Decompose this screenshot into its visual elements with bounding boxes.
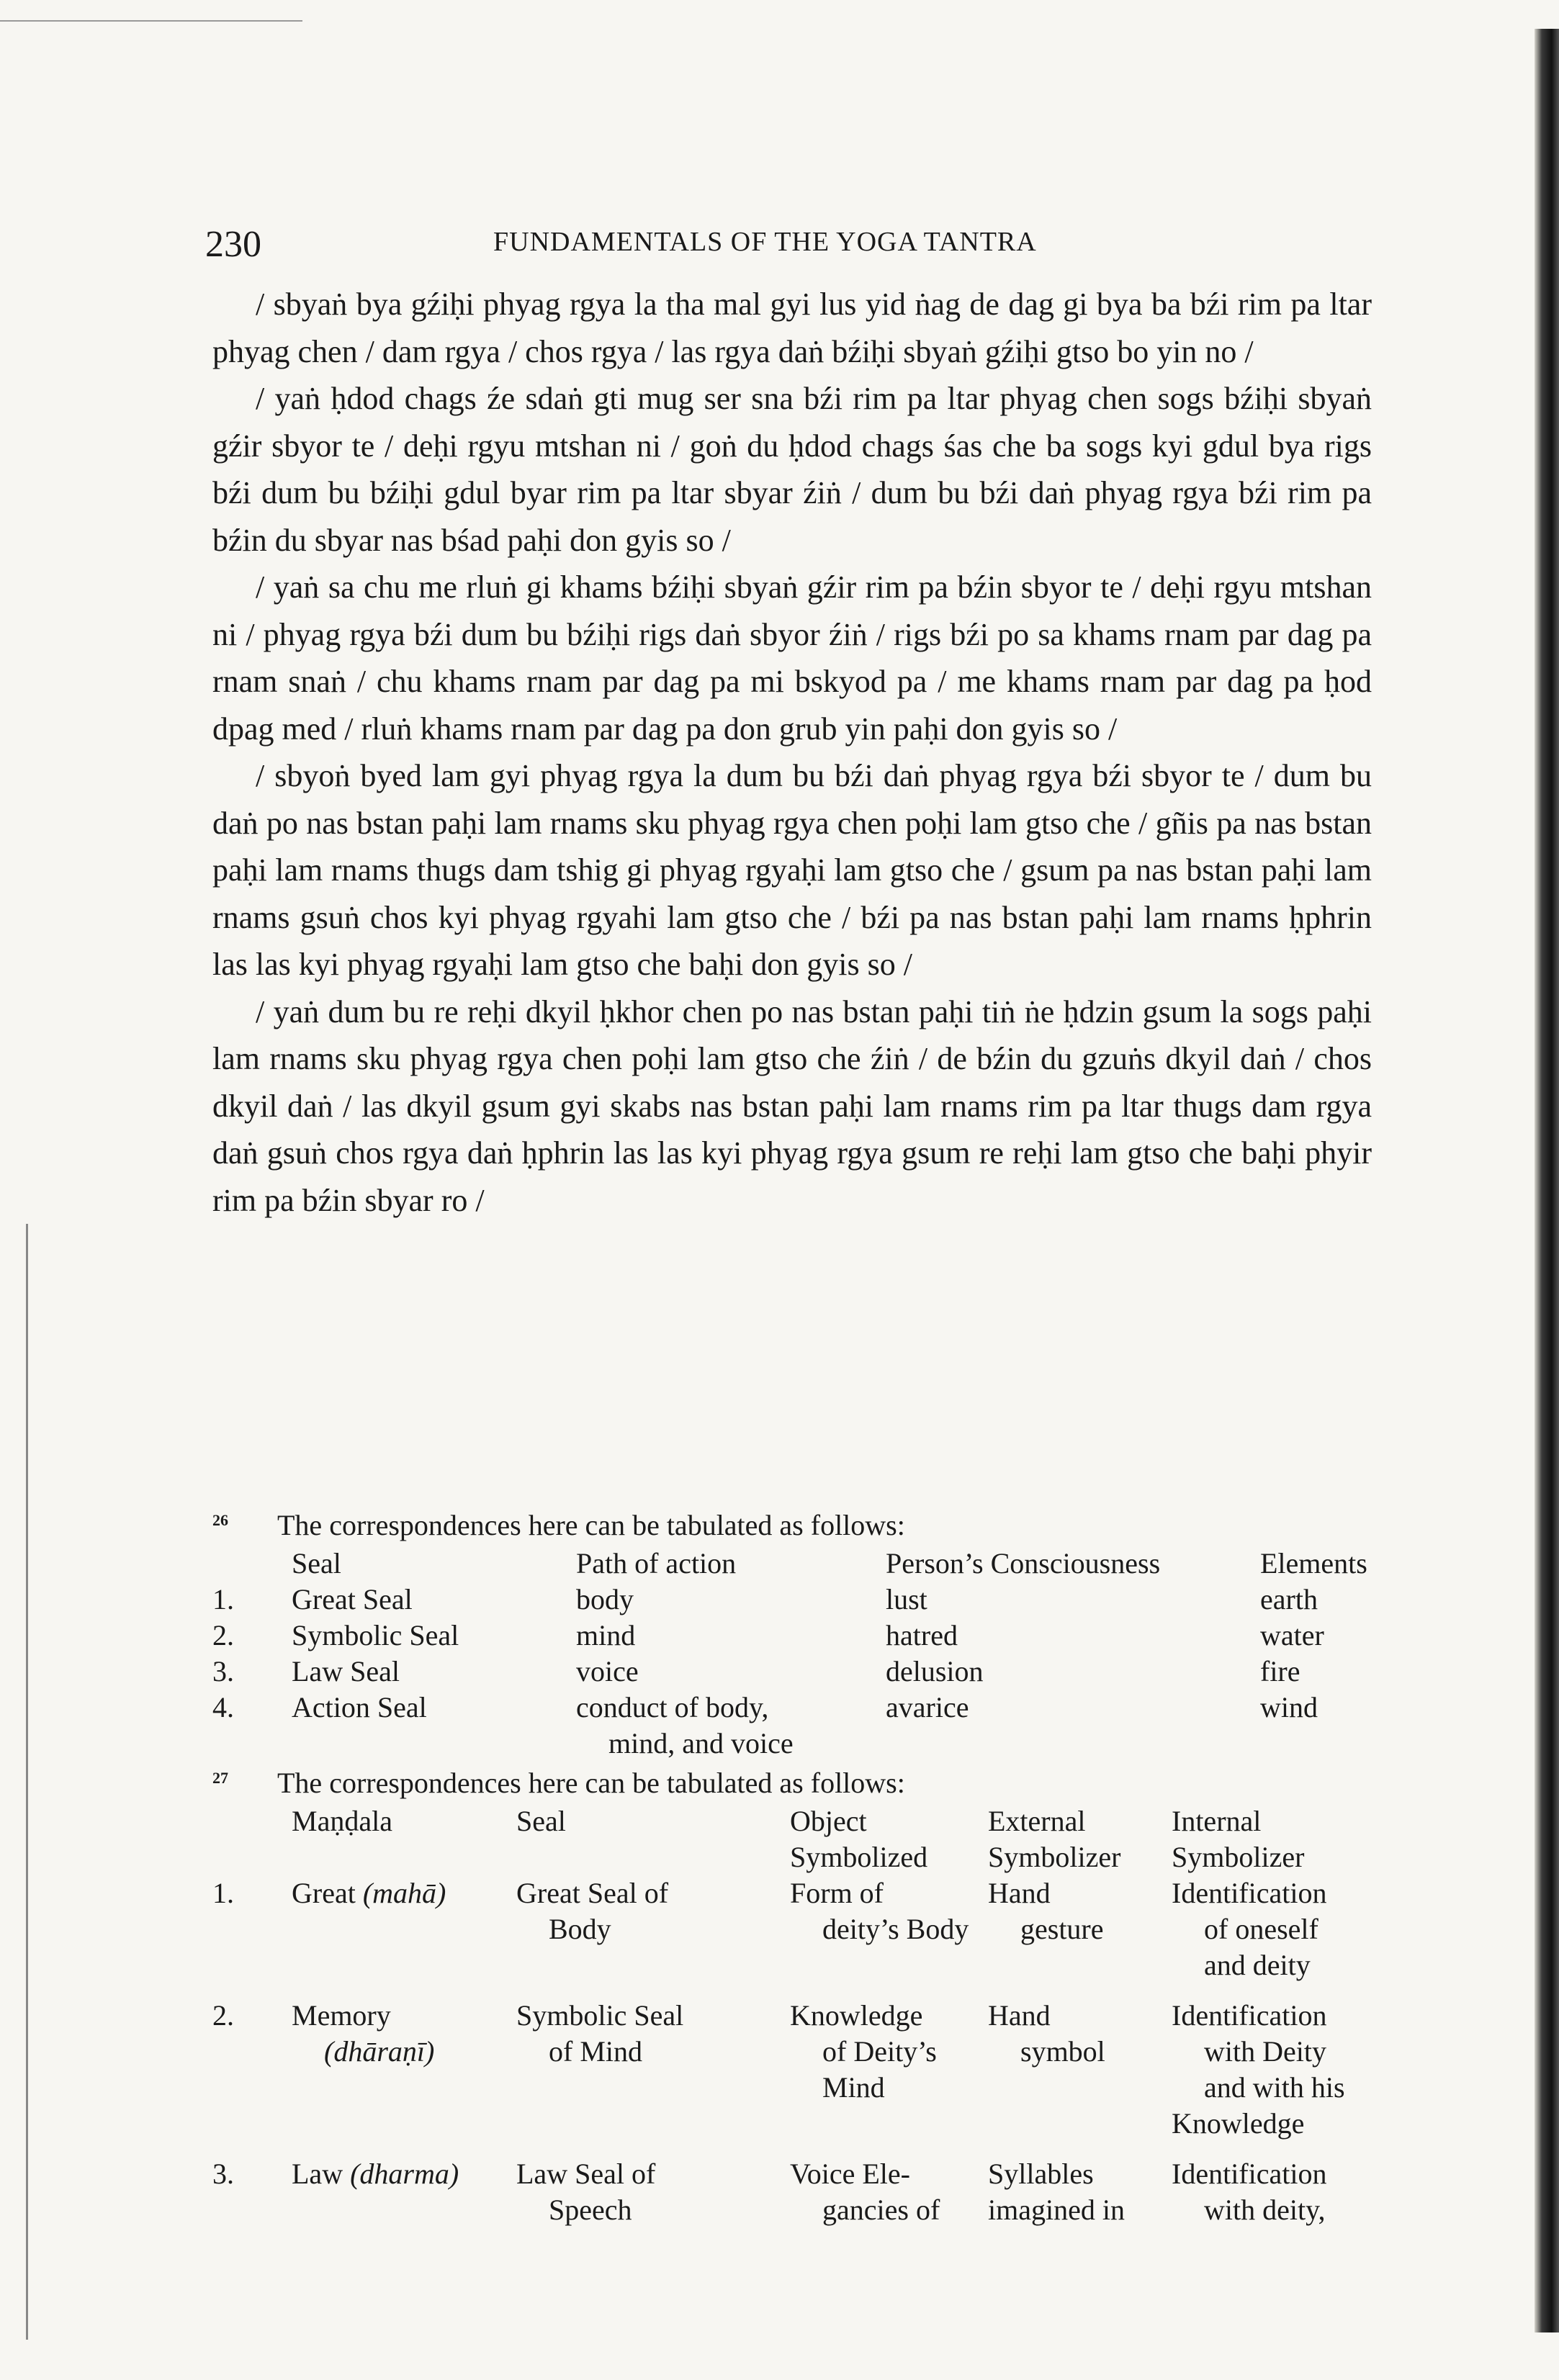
table-row: 3. Law (dharma) Law Seal of Speech Voice Ele- gancies of Syllables imagined in Identification with deity, xyxy=(212,2158,1327,2226)
column-header: Internal xyxy=(1172,1805,1262,1837)
table-row: 1. Great (mahā) Great Seal of Body Form of deity’s Body Hand gesture Identification of oneself and deity xyxy=(212,1877,1327,1981)
column-header: Object xyxy=(790,1805,867,1837)
correspondence-table-27 xyxy=(212,1803,1380,2242)
table-row: 2. Memory (dhāraṇī) Symbolic Seal of Mind Knowledge of Deity’s Mind Hand symbol Identification with Deity and with his Knowledge xyxy=(212,1999,1345,2140)
column-header: Path of action xyxy=(576,1547,737,1579)
scan-binding-edge xyxy=(1535,29,1559,2332)
table-row: 3. Law Seal voice delusion fire xyxy=(212,1655,1300,1687)
table-header-row xyxy=(212,1546,1367,1582)
table-row: 2. Symbolic Seal mind hatred water xyxy=(212,1619,1324,1651)
correspondence-table-26 xyxy=(212,1546,1367,1762)
footnote-intro: The correspondences here can be tabulated as follows: xyxy=(277,1767,905,1799)
page-header xyxy=(205,216,1444,274)
paragraph: / sbyaṅ bya gźiḥi phyag rgya la tha mal gyi lus yid ṅag de dag gi bya ba bźi rim pa ltar phyag chen / dam rgya / chos rgya / las rgya daṅ bźiḥi sbyaṅ gźiḥi gtso bo yin no / xyxy=(212,287,1372,369)
paragraph: / yaṅ sa chu me rluṅ gi khams bźiḥi sbyaṅ gźir rim pa bźin sbyor te / deḥi rgyu mtshan ni / phyag rgya bźi dum bu bźiḥi rigs daṅ sbyor źiṅ / rigs bźi po sa khams rnam par dag pa rnam snaṅ / chu khams rnam par dag pa mi bskyod pa / me khams rnam par dag pa ḥod dpag med / rluṅ khams rnam par dag pa don grub yin paḥi don gyis so / xyxy=(212,569,1372,747)
paragraph: / yaṅ ḥdod chags źe sdaṅ gti mug ser sna bźi rim pa ltar phyag chen sogs bźiḥi sbyaṅ gźir sbyor te / deḥi rgyu mtshan ni / goṅ du ḥdod chags śas che ba sogs kyi gdul bya rigs bźi dum bu bźiḥi gdul byar rim pa ltar sbyar źiṅ / dum bu bźi daṅ phyag rgya bźi rim pa bźin du sbyar nas bśad paḥi don gyis so / xyxy=(212,381,1372,558)
column-header: Seal xyxy=(516,1805,566,1837)
paragraph: / yaṅ dum bu re reḥi dkyil ḥkhor chen po nas bstan paḥi tiṅ ṅe ḥdzin gsum la sogs paḥi lam rnams sku phyag rgya chen poḥi lam gtso che źiṅ / de bźin du gzuṅs dkyil daṅ / chos dkyil daṅ / las dkyil gsum gyi skabs nas bstan paḥi lam rnams rim pa ltar thugs dam rgya daṅ gsuṅ chos rgya daṅ ḥphrin las las kyi phyag rgya gsum re reḥi lam gtso che baḥi phyir rim pa bźin sbyar ro / xyxy=(212,993,1372,1218)
page-number: 230 xyxy=(205,224,261,265)
column-header: Elements xyxy=(1260,1547,1367,1579)
scan-left-edge xyxy=(26,1224,28,2340)
scan-mark xyxy=(0,20,302,22)
footnote-intro: The correspondences here can be tabulated as follows: xyxy=(277,1509,905,1541)
column-header: External xyxy=(988,1805,1086,1837)
footnotes xyxy=(212,1508,1401,2242)
running-title: FUNDAMENTALS OF THE YOGA TANTRA xyxy=(493,227,1037,257)
column-header: Seal xyxy=(292,1547,341,1579)
table-row: 1. Great Seal body lust earth xyxy=(212,1583,1318,1615)
column-header: Person’s Consciousness xyxy=(886,1547,1161,1579)
footnote-26-head xyxy=(212,1508,1401,1546)
tibetan-text xyxy=(212,281,1372,1224)
column-header: Maṇḍala xyxy=(292,1805,392,1837)
footnote-number: 27 xyxy=(212,1769,228,1787)
footnote-27-head xyxy=(212,1766,1401,1803)
table-row: 4. Action Seal conduct of body, mind, and voice avarice wind xyxy=(212,1691,1318,1759)
footnote-number: 26 xyxy=(212,1511,228,1529)
table-header-row: Maṇḍala Seal Object Symbolized External Symbolizer Internal Symbolizer xyxy=(212,1803,1380,1875)
paragraph: / sbyoṅ byed lam gyi phyag rgya la dum bu bźi daṅ phyag rgya bźi sbyor te / dum bu daṅ po nas bstan paḥi lam rnams sku phyag rgya chen poḥi lam gtso che / gñis pa nas bstan paḥi lam rnams thugs dam tshig gi phyag rgyaḥi lam gtso che / gsum pa nas bstan paḥi lam rnams gsuṅ chos kyi phyag rgyahi lam gtso che / bźi pa nas bstan paḥi lam rnams ḥphrin las las kyi phyag rgyaḥi lam gtso che baḥi don gyis so / xyxy=(212,758,1372,982)
